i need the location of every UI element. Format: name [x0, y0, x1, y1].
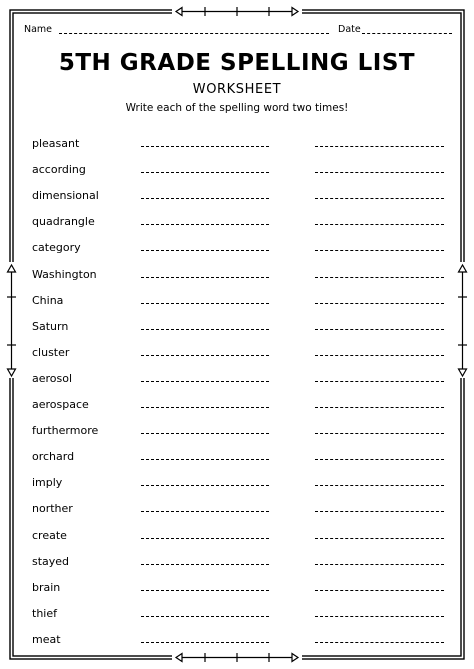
name-label: Name: [24, 24, 53, 35]
spelling-word: meat: [32, 632, 61, 646]
write-line-second[interactable]: [315, 433, 444, 434]
write-line-first[interactable]: [141, 355, 269, 356]
word-row: [0, 529, 474, 549]
write-line-first[interactable]: [141, 616, 269, 617]
spelling-word: stayed: [32, 554, 70, 568]
word-row: [0, 189, 474, 209]
spelling-word: norther: [32, 502, 73, 516]
write-line-first[interactable]: [141, 329, 269, 330]
write-line-first[interactable]: [141, 381, 269, 382]
spelling-word: dimensional: [32, 189, 99, 203]
write-line-first[interactable]: [141, 277, 269, 278]
write-line-second[interactable]: [315, 355, 444, 356]
spelling-word: furthermore: [32, 424, 99, 438]
page-subtitle: WORKSHEET: [192, 82, 282, 97]
spelling-word: China: [32, 293, 64, 307]
date-label: Date: [338, 24, 361, 35]
write-line-second[interactable]: [315, 329, 444, 330]
word-row: [0, 268, 474, 288]
write-line-first[interactable]: [141, 564, 269, 565]
write-line-second[interactable]: [315, 277, 444, 278]
spelling-word: Saturn: [32, 319, 69, 333]
write-line-second[interactable]: [315, 538, 444, 539]
word-row: [0, 163, 474, 183]
spelling-word: according: [32, 163, 86, 177]
instruction-text: Write each of the spelling word two times!: [125, 102, 349, 114]
write-line-first[interactable]: [141, 511, 269, 512]
write-line-first[interactable]: [141, 485, 269, 486]
word-row: [0, 346, 474, 366]
write-line-first[interactable]: [141, 642, 269, 643]
write-line-first[interactable]: [141, 459, 269, 460]
write-line-first[interactable]: [141, 433, 269, 434]
spelling-word: category: [32, 241, 81, 255]
write-line-second[interactable]: [315, 303, 444, 304]
word-row: [0, 294, 474, 314]
write-line-first[interactable]: [141, 407, 269, 408]
write-line-first[interactable]: [141, 146, 269, 147]
word-row: [0, 372, 474, 392]
spelling-word: aerosol: [32, 371, 73, 385]
write-line-second[interactable]: [315, 250, 444, 251]
write-line-second[interactable]: [315, 407, 444, 408]
word-row: [0, 450, 474, 470]
word-row: [0, 476, 474, 496]
write-line-second[interactable]: [315, 590, 444, 591]
word-row: [0, 137, 474, 157]
write-line-first[interactable]: [141, 224, 269, 225]
word-row: [0, 607, 474, 627]
word-row: [0, 633, 474, 653]
spelling-word: create: [32, 528, 67, 542]
write-line-first[interactable]: [141, 590, 269, 591]
write-line-second[interactable]: [315, 198, 444, 199]
write-line-second[interactable]: [315, 146, 444, 147]
write-line-first[interactable]: [141, 198, 269, 199]
write-line-first[interactable]: [141, 538, 269, 539]
write-line-first[interactable]: [141, 250, 269, 251]
write-line-second[interactable]: [315, 224, 444, 225]
spelling-word: orchard: [32, 450, 75, 464]
spelling-word: Washington: [32, 267, 97, 281]
write-line-second[interactable]: [315, 381, 444, 382]
write-line-first[interactable]: [141, 172, 269, 173]
word-row: [0, 581, 474, 601]
spelling-word: imply: [32, 476, 63, 490]
write-line-second[interactable]: [315, 172, 444, 173]
spelling-word: thief: [32, 606, 57, 620]
spelling-word: brain: [32, 580, 61, 594]
write-line-second[interactable]: [315, 485, 444, 486]
write-line-second[interactable]: [315, 511, 444, 512]
spelling-word: pleasant: [32, 137, 80, 150]
word-row: [0, 502, 474, 522]
word-row: [0, 424, 474, 444]
word-row: [0, 320, 474, 340]
word-row: [0, 215, 474, 235]
spelling-word: cluster: [32, 345, 70, 359]
write-line-second[interactable]: [315, 642, 444, 643]
write-line-second[interactable]: [315, 616, 444, 617]
spelling-word: aerospace: [32, 398, 89, 411]
write-line-first[interactable]: [141, 303, 269, 304]
word-row: [0, 241, 474, 261]
write-line-second[interactable]: [315, 459, 444, 460]
spelling-word: quadrangle: [32, 215, 95, 229]
word-row: [0, 555, 474, 575]
write-line-second[interactable]: [315, 564, 444, 565]
word-row: [0, 398, 474, 418]
page-title: 5TH GRADE SPELLING LIST: [58, 50, 416, 76]
